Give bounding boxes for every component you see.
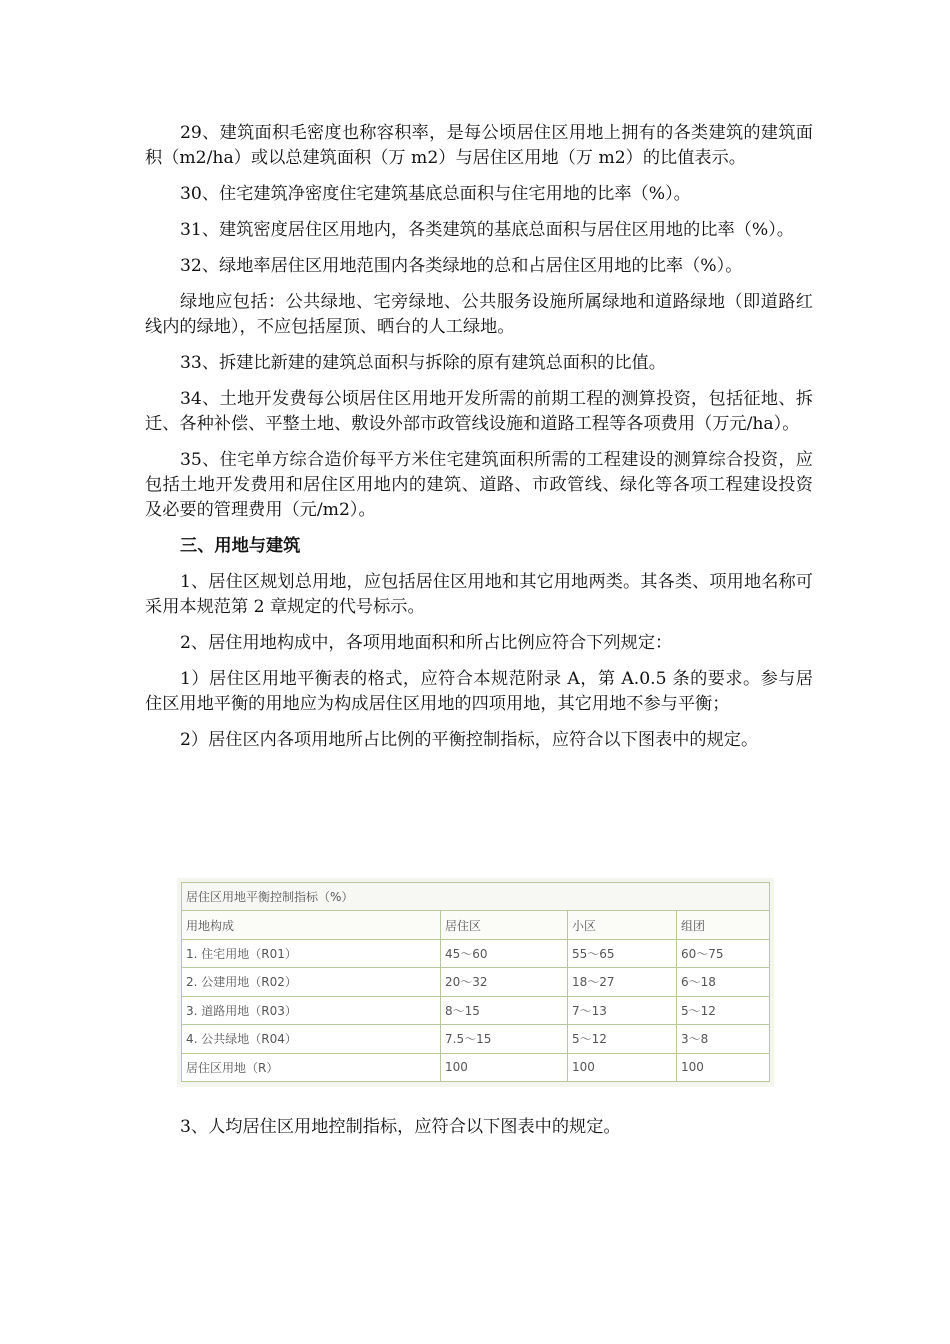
header-land-composition: 用地构成 <box>182 911 441 939</box>
table-cell: 60～75 <box>677 939 770 967</box>
paragraph-3-per-capita: 3、人均居住区用地控制指标，应符合以下图表中的规定。 <box>180 1117 621 1137</box>
table-cell: 100 <box>677 1053 770 1081</box>
table-row <box>182 1053 770 1081</box>
land-balance-table <box>181 882 770 1082</box>
header-small-district: 小区 <box>568 911 677 939</box>
table-cell: 45～60 <box>441 939 568 967</box>
table-row <box>182 939 770 967</box>
table-cell: 3. 道路用地（R03） <box>182 996 441 1024</box>
document-body <box>145 121 813 764</box>
table-row <box>182 996 770 1024</box>
table-cell: 18～27 <box>568 968 677 996</box>
paragraph-30: 30、住宅建筑净密度住宅建筑基底总面积与住宅用地的比率（%）。 <box>180 184 691 204</box>
header-group: 组团 <box>677 911 770 939</box>
header-residential-district: 居住区 <box>441 911 568 939</box>
paragraph-green-space: 绿地应包括：公共绿地、宅旁绿地、公共服务设施所属绿地和道路绿地（即道路红线内的绿地），不应包括屋顶、晒台的人工绿地。 <box>145 292 813 337</box>
table-cell: 8～15 <box>441 996 568 1024</box>
table-row <box>182 968 770 996</box>
table-cell: 100 <box>568 1053 677 1081</box>
table-caption: 居住区用地平衡控制指标（%） <box>182 883 770 911</box>
table-cell: 5～12 <box>568 1025 677 1053</box>
table-cell: 居住区用地（R） <box>182 1053 441 1081</box>
paragraph-29: 29、建筑面积毛密度也称容积率，是每公顷居住区用地上拥有的各类建筑的建筑面积（m2/ha）或以总建筑面积（万 m2）与居住区用地（万 m2）的比值表示。 <box>145 123 813 168</box>
section-heading: 三、用地与建筑 <box>180 536 301 556</box>
section-paragraph-2-2: 2）居住区内各项用地所占比例的平衡控制指标，应符合以下图表中的规定。 <box>180 730 759 750</box>
table-cell: 3～8 <box>677 1025 770 1053</box>
table-cell: 7.5～15 <box>441 1025 568 1053</box>
paragraph-33: 33、拆建比新建的建筑总面积与拆除的原有建筑总面积的比值。 <box>180 353 666 373</box>
table-header-row <box>182 911 770 939</box>
paragraph-34: 34、土地开发费每公顷居住区用地开发所需的前期工程的测算投资，包括征地、拆迁、各种补偿、平整土地、敷设外部市政管线设施和道路工程等各项费用（万元/ha）。 <box>145 389 813 434</box>
section-paragraph-2: 2、居住用地构成中，各项用地面积和所占比例应符合下列规定： <box>180 633 673 653</box>
table-cell: 20～32 <box>441 968 568 996</box>
after-table-text <box>145 1115 813 1151</box>
table-cell: 55～65 <box>568 939 677 967</box>
table-cell: 5～12 <box>677 996 770 1024</box>
table-cell: 7～13 <box>568 996 677 1024</box>
table-cell: 4. 公共绿地（R04） <box>182 1025 441 1053</box>
table-caption-row <box>182 883 770 911</box>
table-row <box>182 1025 770 1053</box>
section-paragraph-1: 1、居住区规划总用地，应包括居住区用地和其它用地两类。其各类、项用地名称可采用本规范第 2 章规定的代号标示。 <box>145 572 813 617</box>
paragraph-35: 35、住宅单方综合造价每平方米住宅建筑面积所需的工程建设的测算综合投资，应包括土地开发费用和居住区用地内的建筑、道路、市政管线、绿化等各项工程建设投资及必要的管理费用（元/m2）。 <box>145 450 813 520</box>
table-cell: 100 <box>441 1053 568 1081</box>
table-cell: 2. 公建用地（R02） <box>182 968 441 996</box>
table-cell: 1. 住宅用地（R01） <box>182 939 441 967</box>
section-paragraph-2-1: 1）居住区用地平衡表的格式，应符合本规范附录 A，第 A.0.5 条的要求。参与居住区用地平衡的用地应为构成居住区用地的四项用地，其它用地不参与平衡； <box>145 669 813 714</box>
land-balance-table-image <box>177 878 774 1087</box>
table-cell: 6～18 <box>677 968 770 996</box>
paragraph-32: 32、绿地率居住区用地范围内各类绿地的总和占居住区用地的比率（%）。 <box>180 256 743 276</box>
paragraph-31: 31、建筑密度居住区用地内，各类建筑的基底总面积与居住区用地的比率（%）。 <box>180 220 794 240</box>
